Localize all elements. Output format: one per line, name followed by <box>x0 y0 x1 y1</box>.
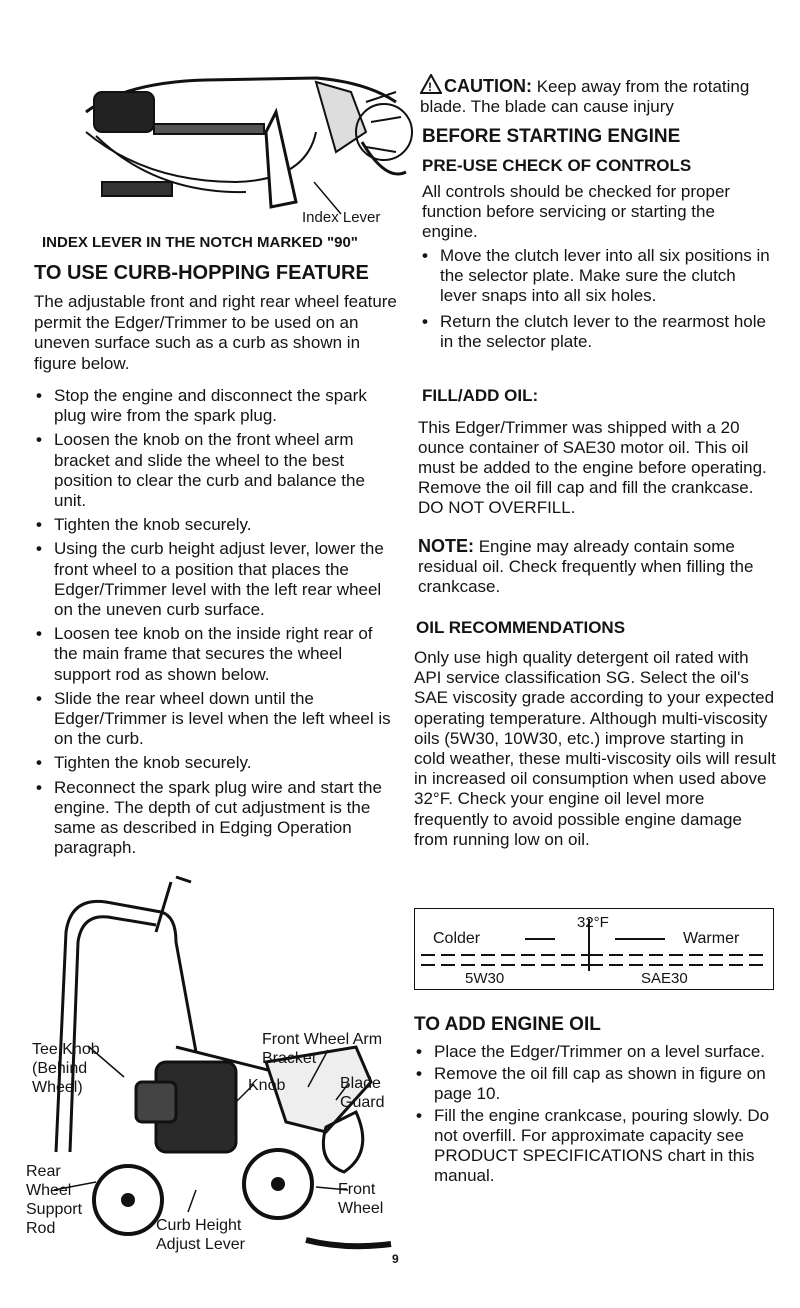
list-item: • Tighten the knob securely. <box>30 515 400 535</box>
fill-oil-text: This Edger/Trimmer was shipped with a 20 ounce container of SAE30 motor oil. This oil must be added to the engine before operating. Remove the oil fill cap and fill the crankcase. DO NOT OVERFILL. <box>418 418 767 517</box>
list-item: • Place the Edger/Trimmer on a level surface. <box>410 1042 772 1062</box>
curb-height-lever-label: Curb Height Adjust Lever <box>156 1217 245 1253</box>
list-item: • Return the clutch lever to the rearmost hole in the selector plate. <box>416 312 774 352</box>
oil-viscosity-chart <box>414 908 774 990</box>
temp-32f: 32°F <box>577 914 609 931</box>
curb-steps <box>30 386 400 858</box>
tee-knob-label: Tee Knob (Behind Wheel) <box>32 1041 100 1096</box>
colder-label: Colder <box>433 930 481 947</box>
warning-triangle-icon <box>420 74 442 94</box>
curb-title: TO USE CURB-HOPPING FEATURE <box>34 262 369 284</box>
list-item: • Move the clutch lever into all six positions in the selector plate. Make sure the clutch lever snaps into all six holes. <box>416 246 774 306</box>
list-item: • Using the curb height adjust lever, lower the front wheel to a position that places the Edger/Trimmer level with the left rear wheel on the uneven curb surface. <box>30 539 400 620</box>
list-item: • Stop the engine and disconnect the spark plug wire from the spark plug. <box>30 386 400 426</box>
list-item: • Tighten the knob securely. <box>30 753 400 773</box>
warmer-label: Warmer <box>683 930 740 947</box>
list-item: • Reconnect the spark plug wire and start the engine. The depth of cut adjustment is the same as described in Edging Operation paragraph. <box>30 778 400 859</box>
list-item: • Loosen tee knob on the inside right rear of the main frame that secures the wheel support rod as shown below. <box>30 624 400 685</box>
knob-label: Knob <box>248 1077 286 1094</box>
before-start-title: BEFORE STARTING ENGINE <box>422 126 681 147</box>
curb-intro: The adjustable front and right rear wheel feature permit the Edger/Trimmer to be used on an uneven surface such as a curb as shown in figure below. <box>34 292 397 373</box>
note-label: NOTE: <box>418 536 474 556</box>
caution-label: CAUTION: <box>444 76 532 96</box>
caution-block <box>420 74 776 117</box>
note-text: Engine may already contain some residual oil. Check frequently when filling the crankcase. <box>418 537 754 596</box>
add-oil-title: TO ADD ENGINE OIL <box>414 1014 601 1035</box>
front-wheel-arm-label: Front Wheel Arm Bracket <box>262 1031 383 1067</box>
add-oil-steps <box>410 1042 772 1186</box>
oil-rec-text: Only use high quality detergent oil rated with API service classification SG. Select the oil's SAE viscosity grade according to your expected operating temperature. Although multi-viscosity oils (5W30, 10W30, etc.) improve starting in cold weather, these multi-viscosity oils will result in increased oil consumption when used above 32°F. Check your engine oil level more frequently to avoid possible engine damage from running low on oil. <box>414 648 776 849</box>
front-wheel-label: Front Wheel <box>338 1181 384 1217</box>
list-item: • Fill the engine crankcase, pouring slowly. Do not overfill. For approximate capacity see PRODUCT SPECIFICATIONS chart in this manual. <box>410 1106 772 1186</box>
svg-text:!: ! <box>428 80 432 94</box>
list-item: • Slide the rear wheel down until the Edger/Trimmer is level when the left wheel is on the curb. <box>30 689 400 750</box>
fill-oil-title: FILL/ADD OIL: <box>422 386 539 405</box>
list-item: • Remove the oil fill cap as shown in figure on page 10. <box>410 1064 772 1104</box>
before-start-steps <box>416 246 774 352</box>
fill-oil-note <box>418 536 778 597</box>
page-number: 9 <box>392 1252 399 1266</box>
rear-wheel-support-rod-label: Rear Wheel Support Rod <box>26 1163 83 1237</box>
pre-use-subtitle: PRE-USE CHECK OF CONTROLS <box>422 156 692 175</box>
top-figure-caption: INDEX LEVER IN THE NOTCH MARKED "90" <box>42 234 358 251</box>
grade-sae30: SAE30 <box>641 970 688 987</box>
index-lever-label: Index Lever <box>302 209 381 226</box>
blade-guard-label: Blade Guard <box>340 1075 385 1111</box>
list-item: • Loosen the knob on the front wheel arm bracket and slide the wheel to the best position to clear the curb and balance the unit. <box>30 430 400 511</box>
oil-rec-title: OIL RECOMMENDATIONS <box>416 618 626 637</box>
before-start-intro: All controls should be checked for proper function before servicing or starting the engine. <box>422 182 731 241</box>
index-lever-illustration <box>66 72 416 220</box>
grade-5w30: 5W30 <box>465 970 505 987</box>
caution-text: Keep away from the rotating blade. The blade can cause injury <box>420 77 750 116</box>
